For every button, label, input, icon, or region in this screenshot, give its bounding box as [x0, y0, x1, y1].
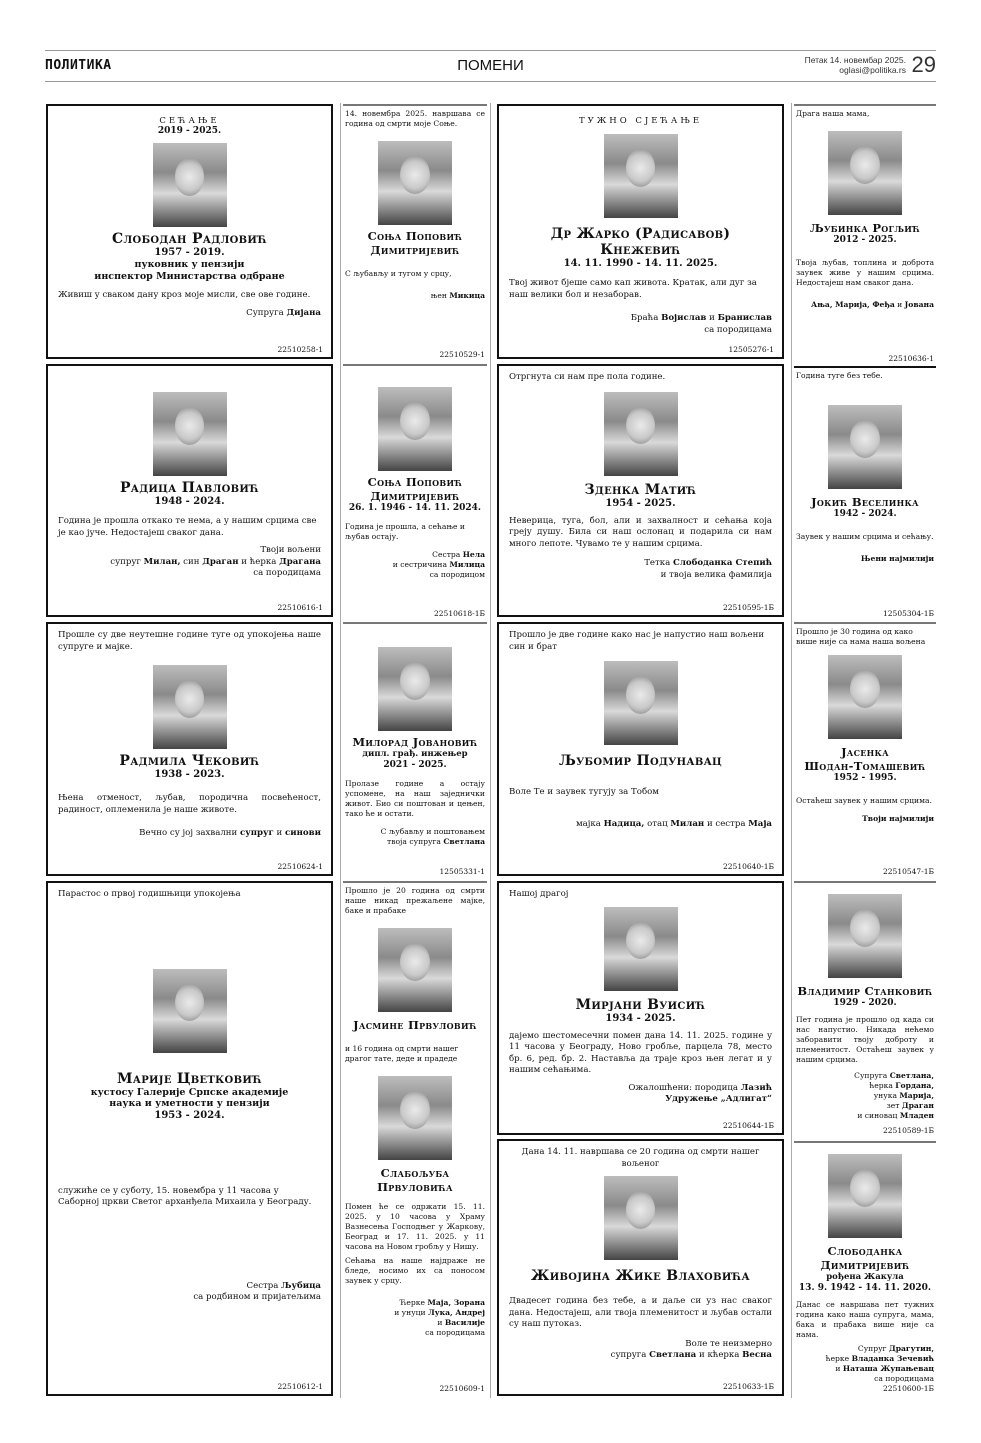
deceased-name: Зденка Матић — [584, 481, 697, 498]
notice-heading: ТУЖНО СЈЕЋАЊЕ — [578, 116, 703, 126]
text-span: Светлана — [649, 1350, 697, 1360]
signature — [509, 558, 772, 581]
text-span: синови — [285, 828, 321, 838]
deceased-name: Радица Павловић — [119, 480, 260, 496]
ad-code: 22510616-1 — [277, 603, 323, 612]
role-line: инспектор Министарства одбране — [94, 270, 285, 282]
notice-intro: Прошло је 20 година од смрти наше никад прежаљене мајке, баке и прабаке — [345, 886, 485, 915]
text-span: Лука, Андреј — [428, 1308, 485, 1317]
page-number: 29 — [911, 52, 936, 77]
text-span: твоја супруга — [387, 836, 444, 846]
notice-text: служиће се у суботу, 15. новембра у 11 часова у Саборној цркви Светог арханђела Михаила у Београду. — [58, 1185, 312, 1207]
text-span: и кћерка — [696, 1350, 743, 1360]
portrait-photo — [604, 907, 678, 991]
signature — [58, 828, 321, 840]
notice-text: дајемо шестомесечни помен дана 14. 11. 2025. године у 11 часова у Београду, Ново гробље, парцела 78, место бр. 6, ред. бр. 2. Наставља да траје кроз њен легат и у нашим сећањима. — [509, 1030, 772, 1075]
notice-intro: Дана 14. 11. навршава се 20 година од смрти нашег вољеног — [521, 1147, 760, 1169]
signature-line — [58, 1281, 321, 1293]
portrait-photo — [153, 969, 227, 1053]
notice-sodan — [794, 622, 936, 879]
text-span: и — [835, 1363, 843, 1373]
ad-code: 22510644-1Б — [723, 1121, 774, 1130]
notice-intro: Отргнута си нам пре пола године. — [509, 372, 666, 382]
text-span: и ћерка — [238, 556, 280, 567]
notice-prvulovic — [343, 881, 487, 1396]
notice-text: Двадесет година без тебе, а и даље си уз нас сваког дана. Недостајеш, али твоја племенитост и љубав остали су наш путоказ. — [509, 1296, 772, 1329]
signature — [58, 308, 321, 320]
text-span: Ожалошћени: породица — [628, 1082, 741, 1093]
text-span: Ања, Марија, Феђа — [811, 300, 895, 309]
text-span: супруга — [610, 1350, 650, 1360]
signature-line — [796, 1111, 934, 1121]
notice-text: Година је прошла откако те нема, а у нашим срцима све је као јуче. Недостајеш сваког дана. — [58, 516, 317, 538]
notice-roglic — [794, 104, 936, 366]
text-span: зет — [886, 1101, 902, 1110]
signature-line — [509, 1094, 772, 1106]
deceased-name: Владимир Станковић — [797, 984, 933, 998]
signature-line — [796, 1071, 934, 1081]
ad-code: 22510633-1Б — [723, 1382, 774, 1391]
notice-text: Живиш у сваком дану кроз моје мисли, све ове године. — [58, 290, 311, 300]
life-dates: 1948 - 2024. — [154, 496, 225, 507]
signature — [509, 1083, 772, 1106]
notice-intro: Парастос о првој годишњици упокојења — [58, 889, 241, 899]
role-line: дипл. грађ. инжењер — [362, 749, 468, 759]
deceased-name: Живојина Жике Влаховића — [531, 1268, 750, 1284]
text-span: и сестра — [704, 818, 749, 829]
notice-vuisic — [497, 881, 784, 1135]
life-dates: 26. 1. 1946 - 14. 11. 2024. — [348, 503, 482, 513]
life-dates: 1938 - 2023. — [154, 769, 225, 780]
text-span: и синовац — [857, 1111, 900, 1120]
portrait-photo — [828, 131, 902, 215]
text-span: Младен — [899, 1111, 934, 1120]
text-span: ћерке — [825, 1353, 852, 1363]
signature — [509, 313, 772, 336]
signature — [796, 814, 934, 824]
text-span: Микица — [449, 291, 485, 300]
ad-code: 22510612-1 — [277, 1382, 323, 1391]
life-dates: 14. 11. 1990 - 14. 11. 2025. — [563, 258, 718, 269]
signature-line — [796, 1354, 934, 1364]
text-span: Ћерке — [399, 1298, 428, 1307]
role-line: пуковник у пензији — [134, 259, 245, 270]
text-span: Василије — [444, 1318, 485, 1327]
life-dates: 1934 - 2025. — [605, 1012, 676, 1024]
text-span: Сестра — [432, 550, 463, 559]
deceased-name: Др Жарко (Радисавов) Кнежевић — [550, 226, 731, 258]
ad-code: 22510636-1 — [888, 354, 934, 363]
text-span: Лазић — [740, 1082, 772, 1093]
text-span: Милица — [449, 560, 485, 569]
text-span: Владанка Зечевић — [851, 1353, 934, 1363]
text-span: Гордана, — [895, 1081, 934, 1090]
deceased-name: Слободан Радловић — [111, 231, 268, 247]
notice-heading: СЕЋАЊЕ — [159, 116, 220, 126]
notice-text: Воле Те и заувек тугују за Тобом — [509, 787, 659, 797]
text-span: син — [180, 556, 203, 567]
text-span: са породицама — [425, 1328, 485, 1337]
ad-code: 22510640-1Б — [723, 862, 774, 871]
notice-text: Њена отменост, љубав, породична посвећеност, радиност, оплеменила је наше животе. — [58, 793, 321, 815]
ad-code: 22510258-1 — [277, 345, 323, 354]
notice-matic — [497, 364, 784, 617]
notice-intro: Прошло је 30 година од како више није са нама наша вољена — [796, 627, 926, 646]
portrait-photo — [378, 387, 452, 471]
portrait-photo — [153, 392, 227, 476]
notice-intro: Прошле су две неутешне године туге од упокојења наше супруге и мајке. — [58, 630, 321, 652]
section-title: ПОМЕНИ — [457, 57, 524, 74]
notice-text: Неверица, туга, бол, али и захвалност и сећања која греју душу. Била си наш ослонац и подарила си нам много лепоте. Чувамо те у нашим срцима. — [509, 515, 772, 549]
deceased-name: Слободанка — [827, 1244, 903, 1258]
ad-code: 22510547-1Б — [883, 867, 934, 876]
notice-text: Остаћеш заувек у нашим срцима. — [796, 796, 932, 805]
deceased-name: Првуловића — [377, 1180, 453, 1194]
text-span: Весна — [742, 1350, 772, 1360]
text-span: Љубица — [281, 1280, 321, 1291]
text-span: Драгутин, — [888, 1343, 934, 1353]
deceased-name: Љубомир Подунавац — [559, 753, 722, 769]
signature-line — [58, 557, 321, 569]
signature-line — [509, 1350, 772, 1362]
deceased-name: Мирјани Вуисић — [575, 996, 706, 1013]
deceased-name: Соња Поповић — [367, 229, 463, 243]
notice-slobodanka — [794, 1141, 936, 1396]
text-span: отац — [644, 818, 671, 829]
text-span: унука — [873, 1091, 900, 1100]
signature-line — [509, 313, 772, 325]
text-span: и — [894, 300, 905, 309]
contact-email[interactable]: oglasi@politika.rs — [839, 65, 906, 75]
notice-radlovic — [46, 104, 333, 359]
deceased-name: Љубинка Рогљић — [809, 221, 921, 235]
deceased-name: Шодан-Томашевић — [804, 759, 926, 773]
signature-line — [509, 1083, 772, 1095]
text-span: Тетка — [644, 558, 673, 568]
notice-stankovic — [794, 881, 936, 1138]
notice-text: С љубављу и тугом у срцу, — [345, 269, 452, 278]
page-header — [45, 52, 936, 82]
signature-line — [509, 558, 772, 570]
life-dates: 1957 - 2019. — [154, 247, 225, 258]
ad-code: 12505276-1 — [728, 345, 774, 354]
text-span: Њени најмилији — [860, 554, 934, 563]
life-dates: 1954 - 2025. — [605, 497, 676, 509]
deceased-name: Слабољуба — [380, 1166, 450, 1180]
text-span: С љубављу и поштовањем — [380, 826, 485, 836]
notice-years: 2019 - 2025. — [157, 126, 222, 136]
text-span: и сестричина — [392, 560, 450, 569]
notice-intro: Година туге без тебе. — [796, 371, 883, 380]
issue-meta — [805, 55, 906, 75]
deceased-name: Димитријевић — [370, 489, 460, 503]
text-span: и унуци — [394, 1308, 429, 1317]
text-span: са породицама — [704, 324, 772, 335]
signature — [345, 827, 485, 847]
header-top-rule — [45, 50, 936, 51]
notice-text: Помен ће се одржати 15. 11. 2025. у 10 часова у Храму Вазнесења Господњег у Жаркову, Београд и 17. 11. 2025. у 11 часова на Новом гробљу у Нишу. — [345, 1202, 485, 1251]
signature-line — [796, 1364, 934, 1374]
text-span: Светлана — [443, 836, 485, 846]
signature-line: са породицама — [253, 568, 321, 578]
notice-text: Заувек у нашим срцима и сећању. — [796, 532, 934, 541]
deceased-name: Јасенка — [841, 745, 889, 759]
signature-line — [796, 1091, 934, 1101]
signature-line — [796, 1101, 934, 1111]
text-span: Супруг — [857, 1343, 889, 1353]
notice-cvetkovic — [46, 881, 333, 1396]
signature — [509, 1339, 772, 1362]
signature-line — [345, 1318, 485, 1328]
text-span: њен — [430, 291, 450, 300]
life-dates: 13. 9. 1942 - 14. 11. 2020. — [798, 1282, 932, 1293]
signature — [58, 545, 321, 580]
signature-text: Супруга — [246, 307, 287, 318]
deceased-name: Димитријевић — [820, 1258, 910, 1272]
portrait-photo — [153, 665, 227, 749]
deceased-name: Милорад Јовановић — [352, 735, 478, 749]
signature-line — [345, 560, 485, 570]
deceased-name: Димитријевић — [370, 243, 460, 257]
ad-code: 22510589-1Б — [883, 1126, 934, 1135]
notice-text: Твоја љубав, топлина и доброта заувек живе у нашим срцима. Недостаjеш нам сваког дана. — [796, 258, 934, 287]
text-span: са породицом — [429, 570, 485, 579]
text-span: Твоји најмилији — [862, 814, 934, 823]
portrait-photo — [604, 392, 678, 476]
newspaper-logo: ПОЛИТИКА — [45, 58, 112, 73]
notice-pavlovic — [46, 364, 333, 617]
signature — [345, 291, 485, 301]
issue-date: Петак 14. новембар 2025. — [804, 55, 906, 65]
portrait-photo — [604, 661, 678, 745]
text-span: Маја, Зорана — [427, 1298, 485, 1307]
text-span: Војислав — [661, 313, 707, 323]
signature-line — [345, 1308, 485, 1318]
signature — [796, 300, 934, 310]
column-separator — [791, 103, 792, 1398]
portrait-photo — [604, 134, 678, 218]
text-span: мајка — [575, 818, 604, 829]
signature-line — [796, 1081, 934, 1091]
signature — [58, 1281, 321, 1304]
portrait-photo — [604, 1176, 678, 1260]
text-span: Светлана, — [889, 1071, 934, 1080]
text-span: Слободанка Степић — [673, 558, 772, 568]
portrait-photo — [378, 141, 452, 225]
life-dates: 2012 - 2025. — [833, 235, 897, 245]
signature-line — [796, 1344, 934, 1354]
signature-line: Твоји вољени — [260, 545, 321, 555]
life-dates: 2021 - 2025. — [383, 759, 447, 770]
deceased-name: Радмила Чековић — [119, 753, 260, 769]
signature — [509, 819, 772, 831]
text-span: Драган — [202, 556, 239, 567]
text-span: Нела — [462, 550, 485, 559]
deceased-name: Јокић Веселинка — [811, 495, 919, 509]
ad-code: 22510595-1Б — [723, 603, 774, 612]
header-bottom-rule — [45, 81, 936, 82]
text-span: ћерка — [869, 1081, 896, 1090]
portrait-photo — [378, 647, 452, 731]
signature-line — [345, 550, 485, 560]
notice-text: Сећања на наше најдраже не бледе, носимо их са поносом заувек у срцу. — [345, 1256, 485, 1285]
ad-code: 22510618-1Б — [434, 609, 485, 618]
notice-text: Пет година је прошло од када си нас напустио. Никада нећемо заборавити твоју доброту и племенитост. Остаћеш заувек у нашим срцима. — [796, 1015, 934, 1064]
portrait-photo — [153, 143, 227, 227]
life-dates: 1929 - 2020. — [833, 998, 897, 1008]
text-span: и — [273, 828, 286, 838]
portrait-photo — [828, 894, 902, 978]
deceased-name: Соња Поповић — [367, 475, 463, 489]
text-span: и твоја велика фамилија — [660, 569, 772, 580]
notice-text: Твој живот бјеше само кап живота. Кратак, али дуг за наш велики бол и незаборав. — [509, 278, 757, 300]
text-span: Удружење „Адлигат“ — [665, 1094, 772, 1104]
notice-text: и 16 година од смрти нашег драгог тате, деде и прадеде — [345, 1044, 459, 1063]
portrait-photo — [378, 928, 452, 1012]
text-span: Бранислав — [717, 313, 772, 323]
text-span: Драган — [901, 1101, 934, 1110]
notice-popovic-1 — [343, 104, 487, 362]
text-span: Сестра — [246, 1280, 282, 1291]
notice-text: Година је прошла, а сећање и љубав остају. — [345, 522, 465, 541]
text-span: Супруга — [854, 1071, 890, 1080]
signature — [345, 1298, 485, 1338]
signature — [796, 1344, 934, 1384]
text-span: Вечно су јој захвални — [139, 828, 240, 838]
notice-cekovic — [46, 622, 333, 876]
notice-intro: Нашој драгој — [509, 889, 569, 899]
signature — [796, 1071, 934, 1121]
column-separator — [490, 103, 491, 1398]
life-dates: 1952 - 1995. — [833, 773, 897, 783]
text-span: са родбином и пријатељима — [193, 1292, 321, 1302]
signature — [345, 550, 485, 580]
text-span: и — [437, 1318, 445, 1327]
signature-line — [345, 837, 485, 847]
maiden-name: рођена Жакула — [826, 1272, 904, 1282]
text-span: Јована — [904, 300, 934, 309]
ad-code: 12505304-1Б — [883, 609, 934, 618]
notice-intro: 14. новембра 2025. навршава се година од смрти моје Соње. — [345, 109, 485, 128]
role-line: кустосу Галерије Српске академије — [90, 1086, 289, 1098]
portrait-photo — [828, 405, 902, 489]
text-span: супруг — [240, 828, 274, 838]
text-span: Надица, — [603, 818, 645, 829]
text-span: Милан, — [143, 556, 181, 567]
notice-veselinka — [794, 366, 936, 621]
signature-name: Дијана — [286, 307, 321, 318]
notice-text: Пролазе године а остају успомене, на наш заједнички живот. Био си поштован и цењен, тако ће и остати. — [345, 778, 485, 818]
life-dates: 1942 - 2024. — [833, 509, 897, 519]
deceased-name: Јасмине Првуловић — [353, 1018, 477, 1032]
portrait-photo — [828, 655, 902, 739]
notice-knezevic — [497, 104, 784, 359]
text-span: Драгана — [279, 556, 321, 567]
life-dates: 1953 - 2024. — [154, 1109, 225, 1121]
text-span: Наташа Жупањевац — [842, 1363, 934, 1373]
role-line: наука и уметности у пензији — [109, 1098, 270, 1109]
ad-code: 22510624-1 — [277, 862, 323, 871]
notice-text: Данас се навршава пет тужних година како наша супруга, мама, бака и прабака више није са нама. — [796, 1299, 934, 1339]
portrait-photo — [378, 1076, 452, 1160]
deceased-name: Марије Цветковић — [116, 1070, 263, 1087]
text-span: и — [706, 313, 718, 323]
notice-intro: Драга наша мама, — [796, 109, 870, 118]
signature-line — [345, 1298, 485, 1308]
notice-popovic-2 — [343, 364, 487, 621]
notice-podunavac — [497, 622, 784, 876]
text-span: Воле те неизмерно — [685, 1338, 772, 1349]
text-span: Марија, — [899, 1091, 934, 1100]
text-span: Милан — [670, 818, 705, 829]
signature — [796, 554, 934, 564]
text-span: супруг — [110, 556, 144, 567]
ad-code: 12505331-1 — [439, 867, 485, 876]
portrait-photo — [828, 1154, 902, 1238]
ad-code: 22510529-1 — [439, 350, 485, 359]
text-span: Браћа — [630, 313, 662, 323]
notice-intro: Прошло је две године како нас је напустио наш вољени син и брат — [509, 630, 765, 652]
column-separator — [340, 103, 341, 1398]
notice-jovanovic — [343, 622, 487, 879]
text-span: Маја — [748, 818, 772, 829]
ad-code: 22510600-1Б — [883, 1384, 934, 1393]
notice-vlahovic — [497, 1139, 784, 1396]
ad-code: 22510609-1 — [439, 1384, 485, 1393]
text-span: са породицама — [874, 1373, 934, 1383]
